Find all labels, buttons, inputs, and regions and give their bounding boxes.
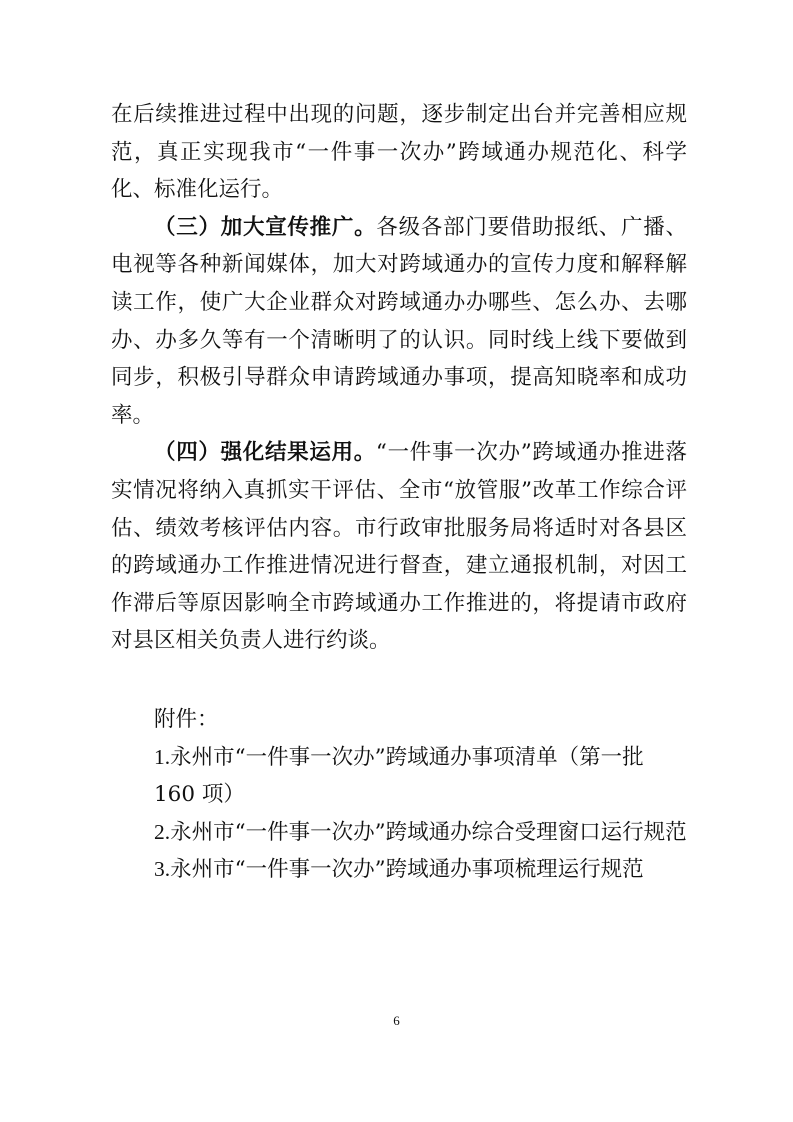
attachments-list: [111, 739, 687, 889]
attachment-title: 永州市“一件事一次办”跨域通办事项清单（第一批 160 项）: [154, 744, 644, 808]
document-body: [111, 96, 687, 660]
paragraph-text: “一件事一次办”跨域通办推进落实情况将纳入真抓实干评估、全市“放管服”改革工作综合评估、绩效考核评估内容。市行政审批服务局将适时对各县区的跨域通办工作推进情况进行督查，建立通报机制，对因工作滞后等原因影响全市跨域通办工作推进的，将提请市政府对县区相关负责人进行约谈。: [111, 440, 687, 654]
section-heading-3: （三）加大宣传推广。: [154, 214, 377, 240]
attachment-item-1: [111, 739, 687, 814]
paragraph-text: 各级各部门要借助报纸、广播、电视等各种新闻媒体，加大对跨域通办的宣传力度和解释解读工作，使广大企业群众对跨域通办办哪些、怎么办、去哪办、办多久等有一个清晰明了的认识。同时线上线下要做到同步，积极引导群众申请跨域通办事项，提高知晓率和成功率。: [111, 214, 687, 428]
paragraph-text: 在后续推进过程中出现的问题，逐步制定出台并完善相应规范，真正实现我市“一件事一次办”跨域通办规范化、科学化、标准化运行。: [111, 102, 687, 203]
attachment-number: 1.: [154, 744, 171, 769]
paragraph-continuation: [111, 96, 687, 209]
attachment-title: 永州市“一件事一次办”跨域通办综合受理窗口运行规范: [170, 819, 687, 845]
attachment-title: 永州市“一件事一次办”跨域通办事项梳理运行规范: [170, 857, 644, 883]
page-number: 6: [393, 1013, 400, 1028]
attachments-section: [111, 701, 687, 889]
attachment-item-3: [111, 851, 687, 889]
attachment-number: 3.: [154, 857, 171, 882]
paragraph-publicity: [111, 209, 687, 435]
attachment-number: 2.: [154, 819, 171, 844]
paragraph-results: [111, 434, 687, 660]
attachments-label: 附件：: [154, 707, 219, 732]
attachment-item-2: [111, 814, 687, 852]
section-heading-4: （四）强化结果运用。: [154, 440, 376, 466]
